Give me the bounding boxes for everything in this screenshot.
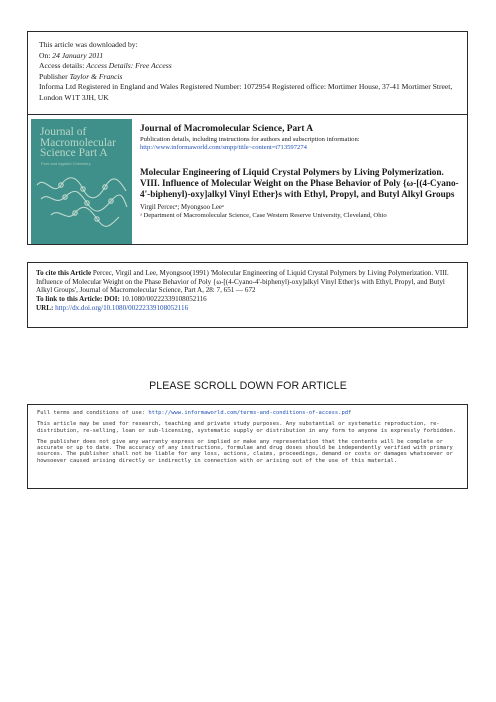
scroll-down-note: PLEASE SCROLL DOWN FOR ARTICLE xyxy=(149,380,347,392)
citation: To cite this Article Percec, Virgil and Lee, Myongsoo(1991) 'Molecular Engineering of Liquid Crystal Polymers by Living Polymerization. VIII. Influence of Molecular Weight on the Phase Behavior of Poly {ω-[(4-Cyano-4'-biphenyl)-oxy]alkyl Vinyl Ether}s with Ethyl, Propyl, and Butyl Alkyl Groups', Journal of Macromolecular Science, Part A, 28: 7, 651 — 672 xyxy=(36,269,449,295)
authors: Virgil Percecᵃ; Myongsoo Leeᵃ xyxy=(140,203,224,211)
cover-chain-illustration xyxy=(31,167,132,244)
citation-box xyxy=(27,262,468,328)
download-info xyxy=(39,40,459,104)
affiliation: ᵃ Department of Macromolecular Science, Case Western Reserve University, Cleveland, Ohio xyxy=(140,212,387,220)
url-line: URL: http://dx.doi.org/10.1080/00222339108052116 xyxy=(36,303,189,312)
registered-office: Informa Ltd Registered in England and Wales Registered Number: 1072954 Registered office: Mortimer House, 37-41 Mortimer Street, London W1T 3JH, UK xyxy=(39,82,453,102)
doi-line: To link to this Article: DOI: 10.1080/00222339108052116 xyxy=(36,295,207,304)
disclaimer: The publisher does not give any warranty express or implied or make any representation that the contents will be complete or accurate or up to date. The accuracy of any instructions, formulae and drug doses should be independently verified with primary sources. The publisher shall not be liable for any loss, actions, claims, proceedings, demand or costs or damages whatsoever or howsoever caused arising directly or indirectly in connection with or arising out of the use of this material. xyxy=(37,438,453,464)
article-header-box xyxy=(27,31,468,245)
divider xyxy=(28,114,467,115)
access-details: Access details: Access Details: Free Access xyxy=(39,61,172,71)
publisher: Publisher Taylor & Francis xyxy=(39,71,123,81)
cover-subtitle: Pure and Applied Chemistry xyxy=(41,161,91,166)
terms-link[interactable]: http://www.informaworld.com/terms-and-conditions-of-access.pdf xyxy=(148,410,352,416)
article-title: Molecular Engineering of Liquid Crystal Polymers by Living Polymerization. VIII. Influence of Molecular Weight on the Phase Behavior of Poly {ω-[(4-Cyano-4'-biphenyl)-oxy]alkyl Vinyl Ether}s with Ethyl, Propyl, and Butyl Alkyl Groups xyxy=(140,166,459,200)
publication-details: Publication details, including instructions for authors and subscription information: xyxy=(140,136,360,143)
terms-box xyxy=(27,404,468,489)
terms-link-line: Full terms and conditions of use: http://www.informaworld.com/terms-and-conditions-of-access.pdf xyxy=(37,410,352,416)
journal-title: Journal of Macromolecular Science, Part A xyxy=(140,124,314,134)
journal-cover-image xyxy=(31,119,132,244)
download-line: This article was downloaded by: xyxy=(39,40,138,49)
journal-link[interactable]: http://www.informaworld.com/smpp/title~content=t713597274 xyxy=(140,144,307,152)
cover-title: Journal of Macromolecular Science Part A xyxy=(40,126,116,159)
usage-terms: This article may be used for research, teaching and private study purposes. Any substantial or systematic reproduction, re-distribution, re-selling, loan or sub-licensing, systematic supply or distribution in any form to anyone is expressly forbidden. xyxy=(37,421,457,434)
doi-url-link[interactable]: http://dx.doi.org/10.1080/00222339108052116 xyxy=(53,303,189,312)
download-date: On: 24 January 2011 xyxy=(39,50,104,60)
journal-info xyxy=(140,124,460,221)
